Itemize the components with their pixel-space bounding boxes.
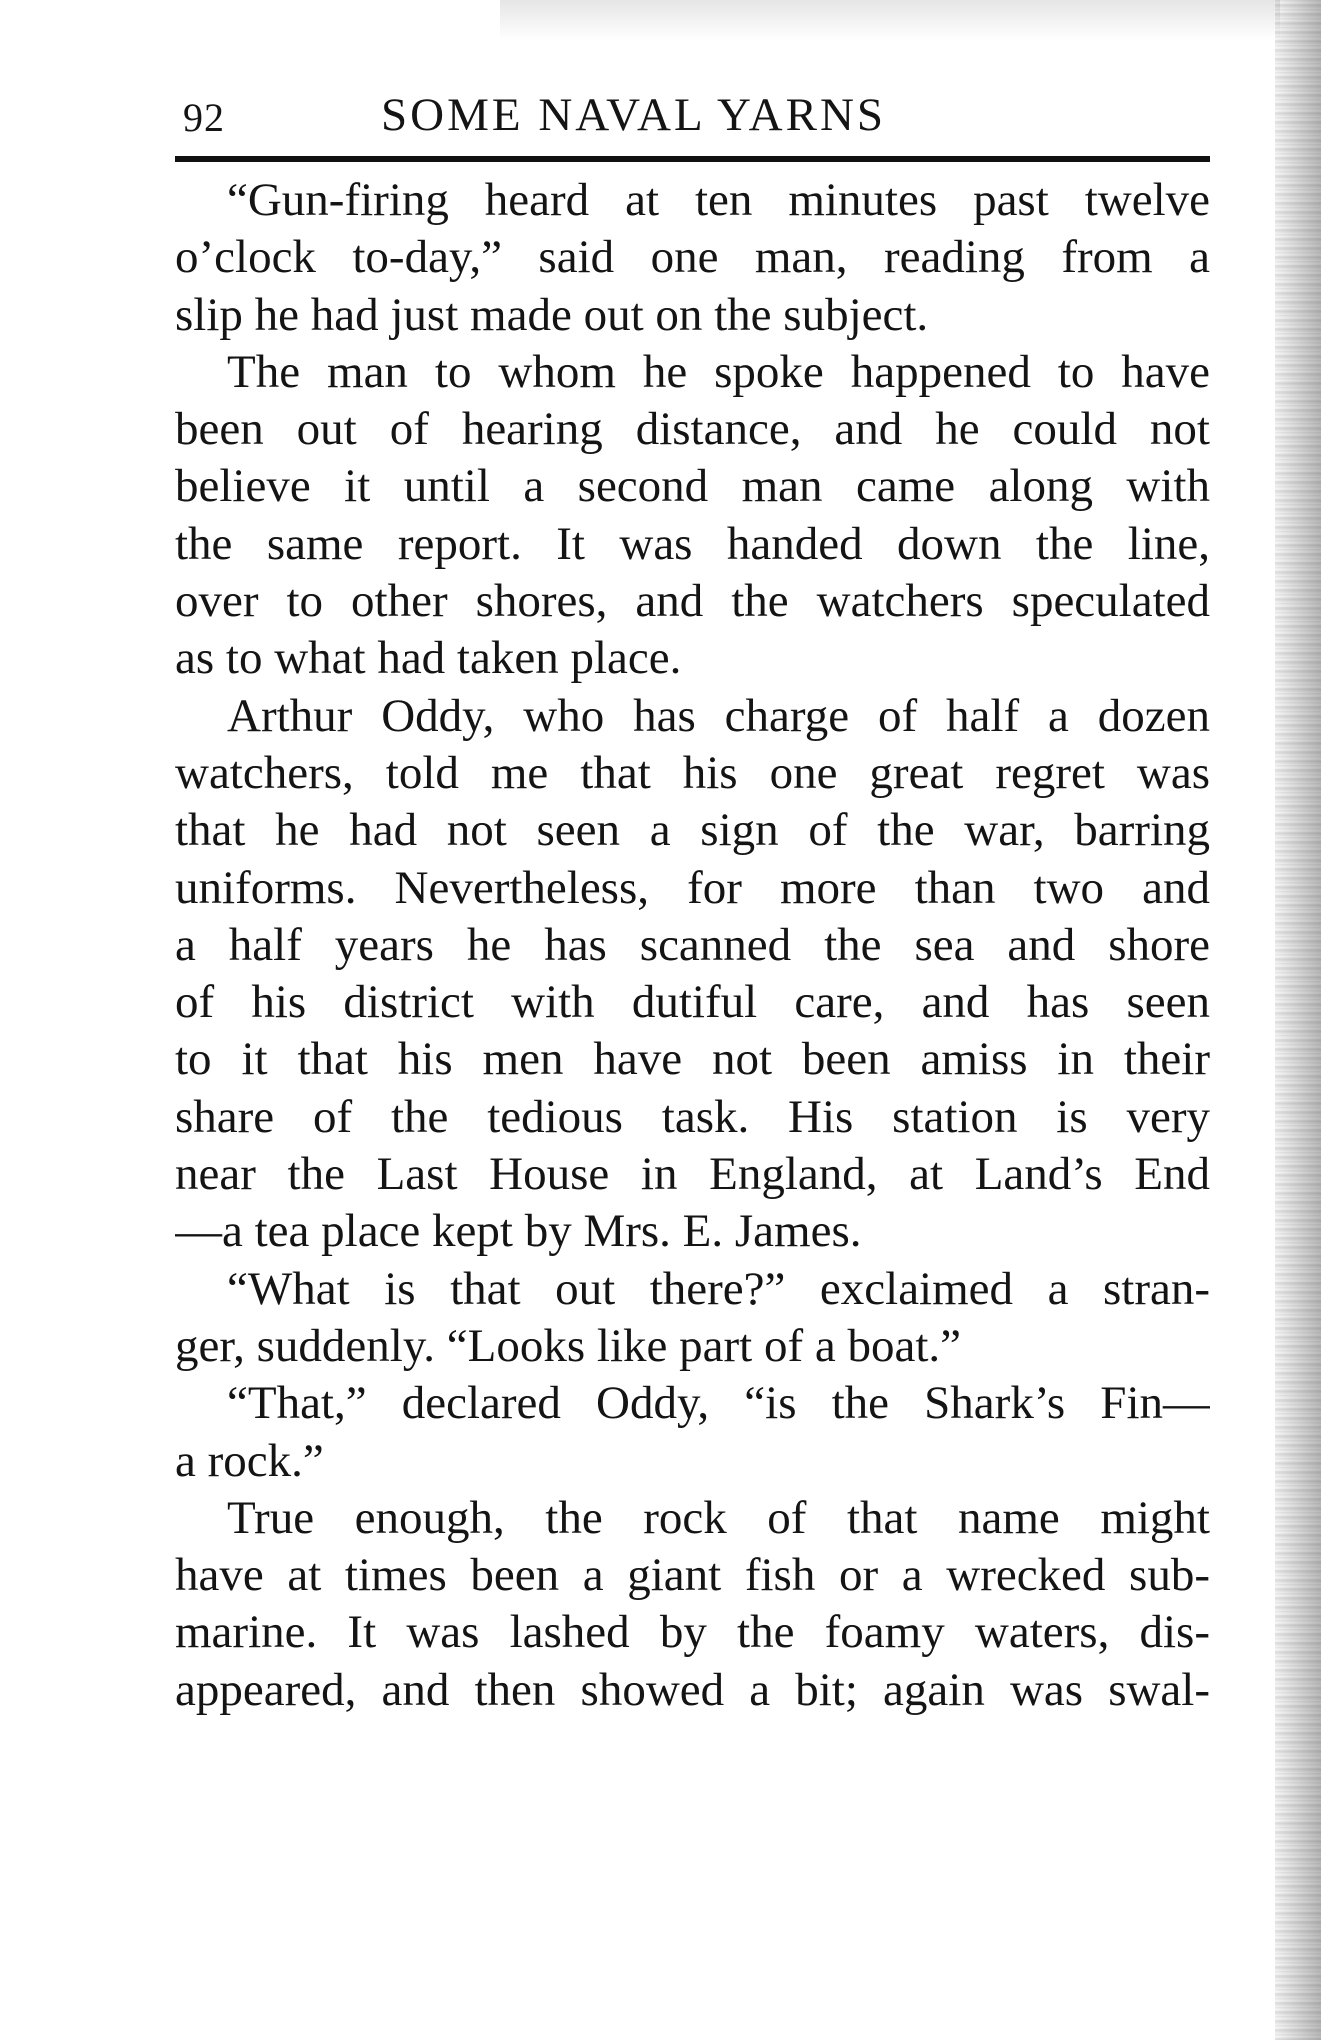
text-line: to it that his men have not been amiss in their	[175, 1033, 1210, 1086]
text-line: near the Last House in England, at Land’s End	[175, 1148, 1210, 1201]
text-line: uniforms. Nevertheless, for more than two and	[175, 861, 1210, 914]
scan-edge-shadow	[1275, 0, 1321, 2040]
text-line: True enough, the rock of that name might	[227, 1491, 1210, 1544]
text-line: as to what had taken place.	[175, 632, 682, 685]
header-rule	[175, 156, 1210, 162]
text-line: have at times been a giant fish or a wrecked sub-	[175, 1549, 1210, 1602]
text-line: “That,” declared Oddy, “is the Shark’s Fin—	[227, 1377, 1210, 1430]
text-line: slip he had just made out on the subject.	[175, 288, 929, 341]
text-line: “Gun-firing heard at ten minutes past twelve	[227, 174, 1210, 226]
text-line: over to other shores, and the watchers speculated	[175, 575, 1210, 628]
text-line: marine. It was lashed by the foamy waters, dis-	[175, 1606, 1210, 1659]
text-line: a half years he has scanned the sea and shore	[175, 918, 1210, 971]
text-line: The man to whom he spoke happened to have	[227, 345, 1210, 398]
text-line: that he had not seen a sign of the war, barring	[175, 804, 1210, 857]
text-line: watchers, told me that his one great regret was	[175, 746, 1210, 799]
text-line: ger, suddenly. “Looks like part of a boat.”	[175, 1319, 961, 1372]
text-line: of his district with dutiful care, and has seen	[175, 976, 1210, 1029]
page-number: 92	[183, 95, 225, 140]
text-line: appeared, and then showed a bit; again was swal-	[175, 1663, 1210, 1716]
scan-top-shadow	[500, 0, 1280, 40]
text-line: been out of hearing distance, and he could not	[175, 403, 1210, 456]
text-line: a rock.”	[175, 1434, 324, 1487]
page-header	[175, 86, 1210, 146]
text-line: o’clock to-day,” said one man, reading from a	[175, 231, 1210, 284]
running-head: SOME NAVAL YARNS	[381, 89, 887, 141]
text-line: the same report. It was handed down the line,	[175, 517, 1210, 570]
text-line: believe it until a second man came along with	[175, 460, 1210, 513]
text-line: share of the tedious task. His station is very	[175, 1090, 1210, 1143]
text-line: “What is that out there?” exclaimed a stran-	[227, 1262, 1210, 1315]
text-line: Arthur Oddy, who has charge of half a dozen	[227, 689, 1210, 742]
body-text	[175, 172, 1210, 1719]
text-line: —a tea place kept by Mrs. E. James.	[175, 1205, 862, 1258]
